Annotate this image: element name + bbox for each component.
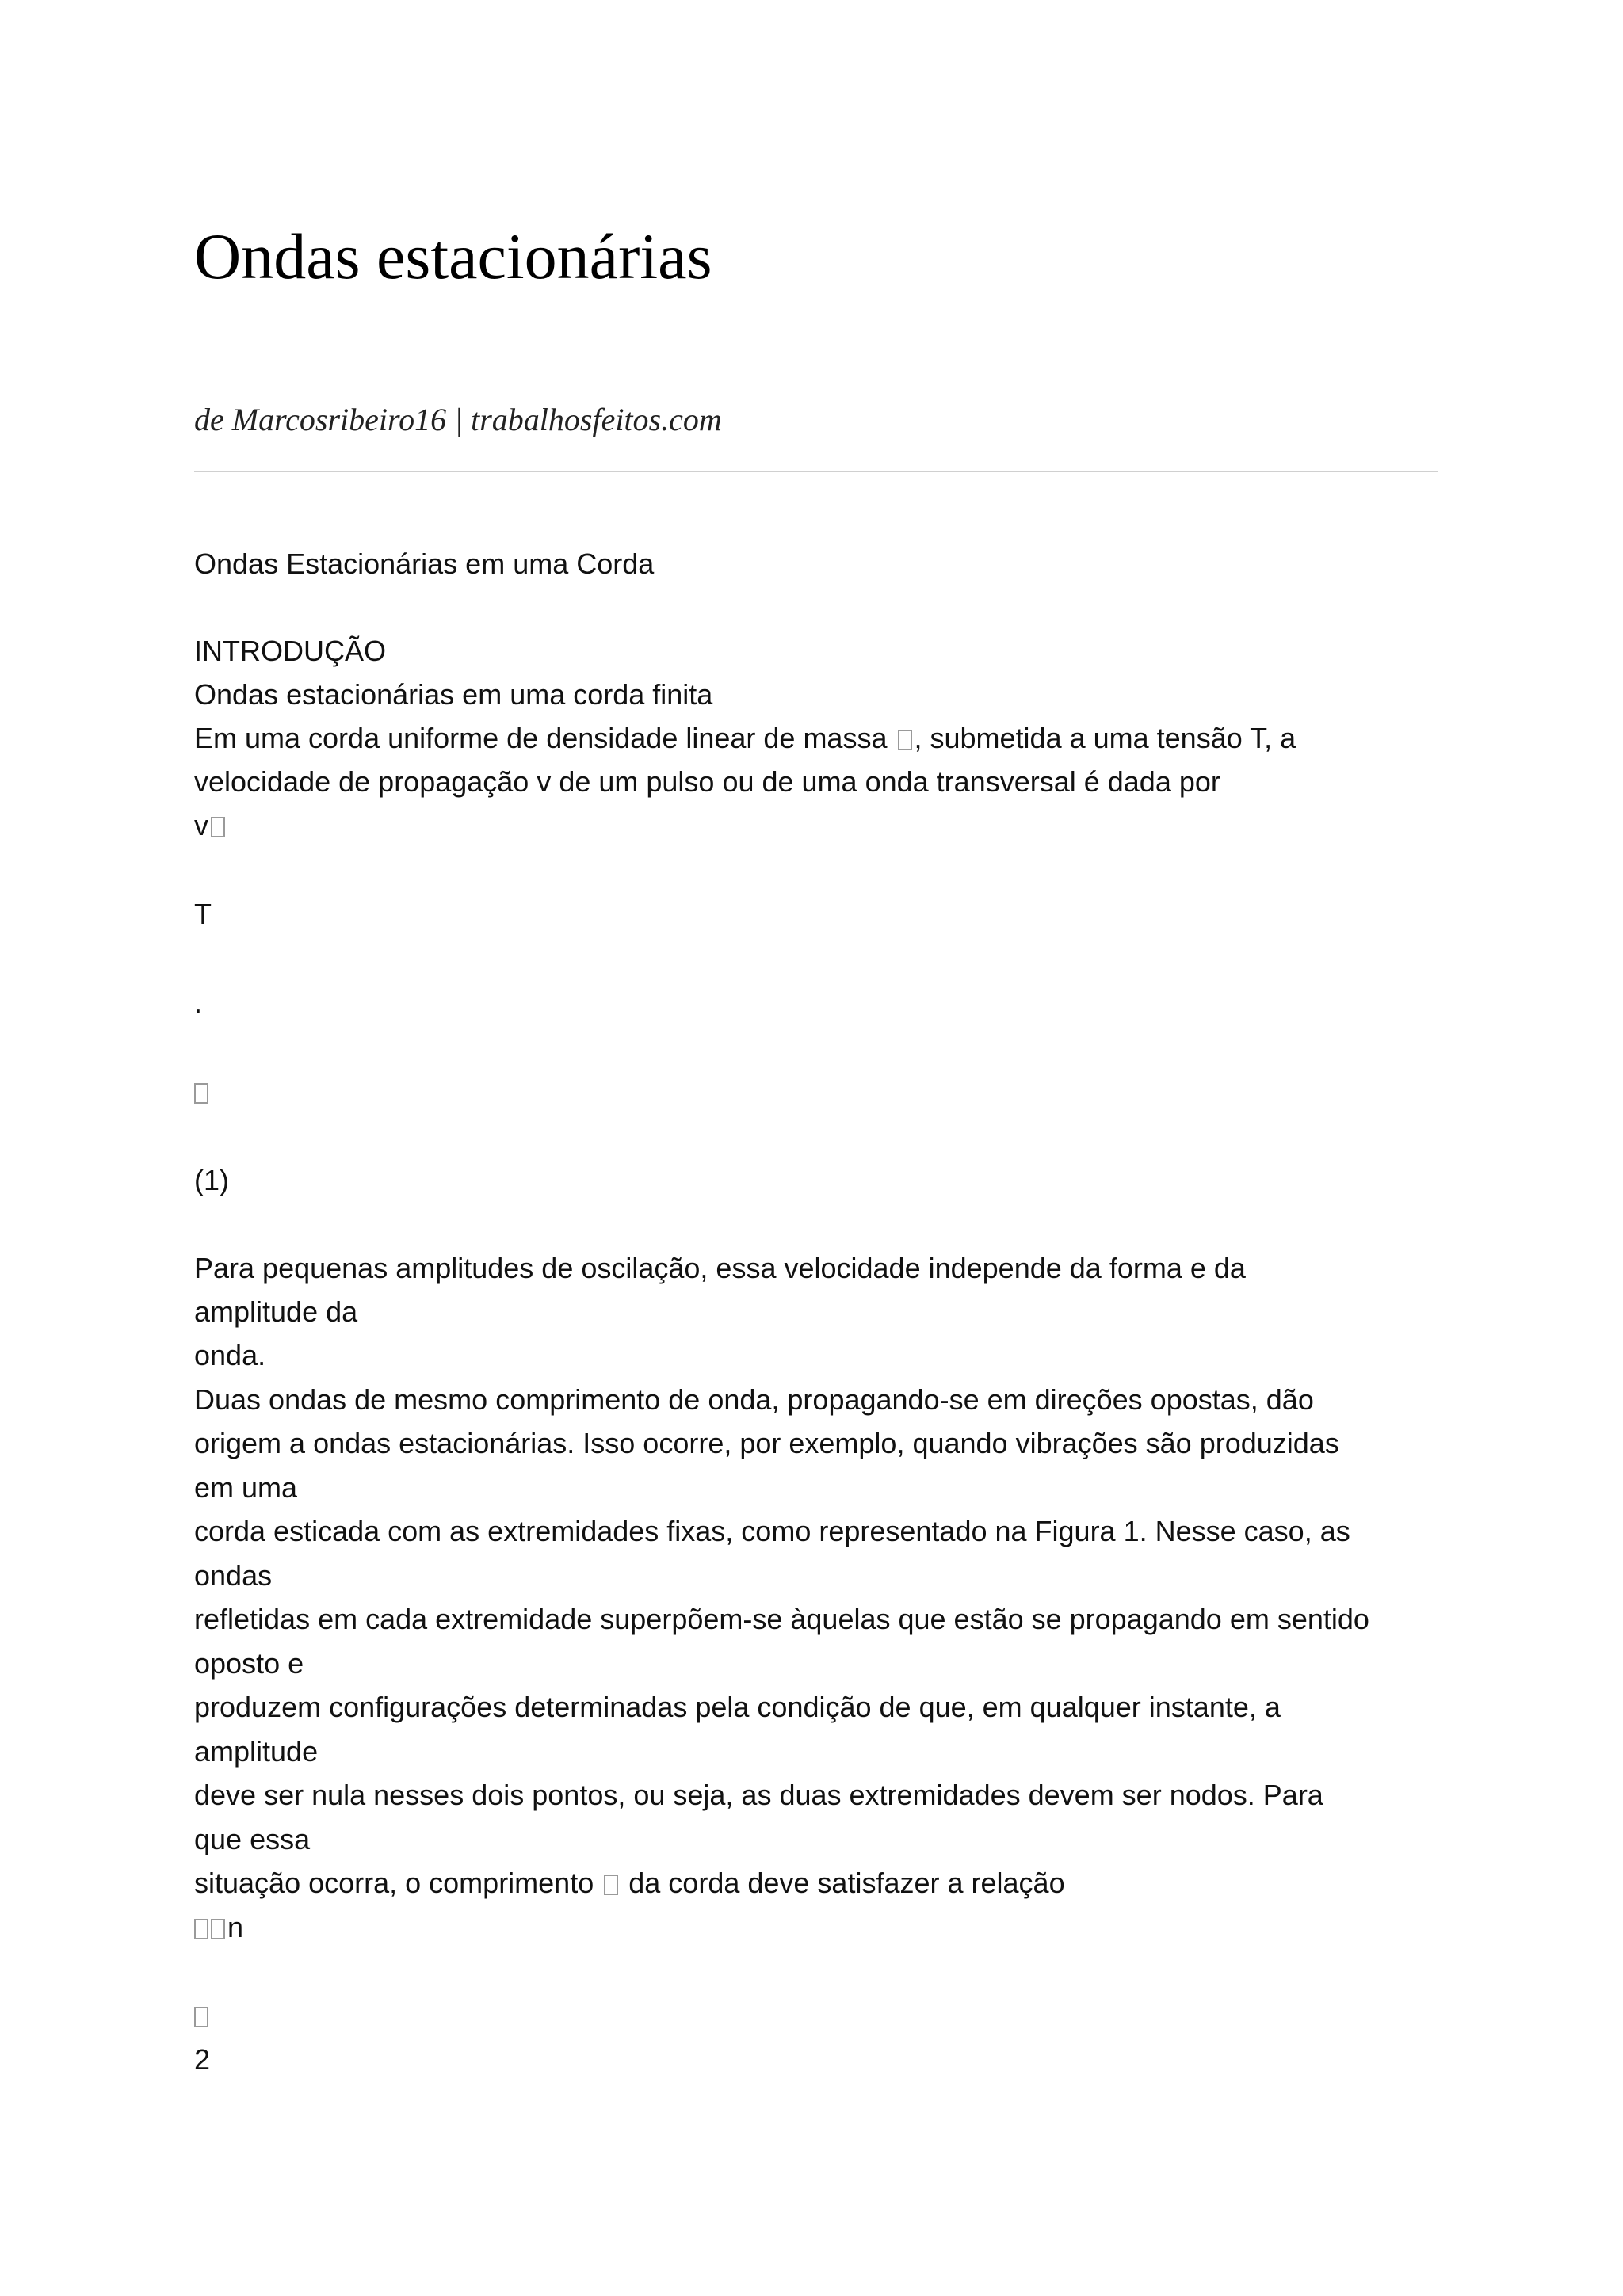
equation-line — [194, 1913, 243, 1942]
missing-glyph-mu-icon — [898, 730, 912, 750]
paragraph-line: amplitude da — [194, 1295, 358, 1328]
paragraph-line: ondas — [194, 1559, 273, 1592]
paragraph-line: que essa — [194, 1823, 311, 1855]
paragraph-line: origem a ondas estacionárias. Isso ocorre, por exemplo, quando vibrações são produzidas — [194, 1427, 1339, 1459]
missing-glyph-equals-icon — [211, 1919, 225, 1939]
paragraph-line: velocidade de propagação v de um pulso ou de uma onda transversal é dada por — [194, 765, 1220, 798]
missing-glyph-equals-icon — [211, 817, 225, 837]
paragraph-line: onda. — [194, 1339, 266, 1371]
equation-line: . — [194, 986, 203, 1019]
paragraph-line: deve ser nula nesses dois pontos, ou seja, as duas extremidades devem ser nodos. Para — [194, 1779, 1323, 1811]
text-fragment: Em uma corda uniforme de densidade linear de massa — [194, 722, 888, 754]
intro-heading: INTRODUÇÃO — [194, 635, 386, 667]
equation-line — [194, 811, 227, 840]
paragraph-line: corda esticada com as extremidades fixas, como representado na Figura 1. Nesse caso, as — [194, 1515, 1350, 1547]
text-fragment: , submetida a uma tensão T, a — [914, 722, 1296, 754]
paragraph-line: amplitude — [194, 1735, 319, 1768]
text-fragment: da corda deve satisfazer a relação — [628, 1867, 1065, 1899]
equation-denominator: 2 — [194, 2043, 211, 2076]
paragraph-line: em uma — [194, 1471, 298, 1504]
missing-glyph-ell-icon — [194, 1919, 208, 1939]
paragraph-line: Para pequenas amplitudes de oscilação, essa velocidade independe da forma e da — [194, 1252, 1246, 1284]
missing-glyph-mu-icon — [194, 1083, 208, 1104]
paragraph-line — [194, 724, 1296, 753]
paragraph-line: produzem configurações determinadas pela condição de que, em qualquer instante, a — [194, 1691, 1281, 1723]
paragraph-line: Duas ondas de mesmo comprimento de onda, propagando-se em direções opostas, dão — [194, 1383, 1314, 1416]
paragraph-line — [194, 1869, 1065, 1897]
equation-symbol: n — [227, 1911, 244, 1943]
equation-symbol: v — [194, 809, 208, 841]
equation-line: T — [194, 898, 212, 930]
paragraph-line: refletidas em cada extremidade superpõem-se àquelas que estão se propagando em sentido — [194, 1603, 1369, 1635]
text-fragment: situação ocorra, o comprimento — [194, 1867, 594, 1899]
equation-number: (1) — [194, 1164, 229, 1196]
missing-glyph-lambda-icon — [194, 2007, 208, 2027]
byline: de Marcosribeiro16 | trabalhosfeitos.com — [194, 402, 722, 437]
section-heading: Ondas estacionárias em uma corda finita — [194, 678, 713, 711]
equation-line — [194, 1077, 211, 1106]
paragraph-line: oposto e — [194, 1647, 304, 1680]
equation-line — [194, 2001, 211, 2030]
divider — [194, 471, 1438, 472]
page-title: Ondas estacionárias — [194, 220, 712, 292]
subtitle: Ondas Estacionárias em uma Corda — [194, 547, 655, 580]
missing-glyph-ell-icon — [604, 1875, 618, 1895]
